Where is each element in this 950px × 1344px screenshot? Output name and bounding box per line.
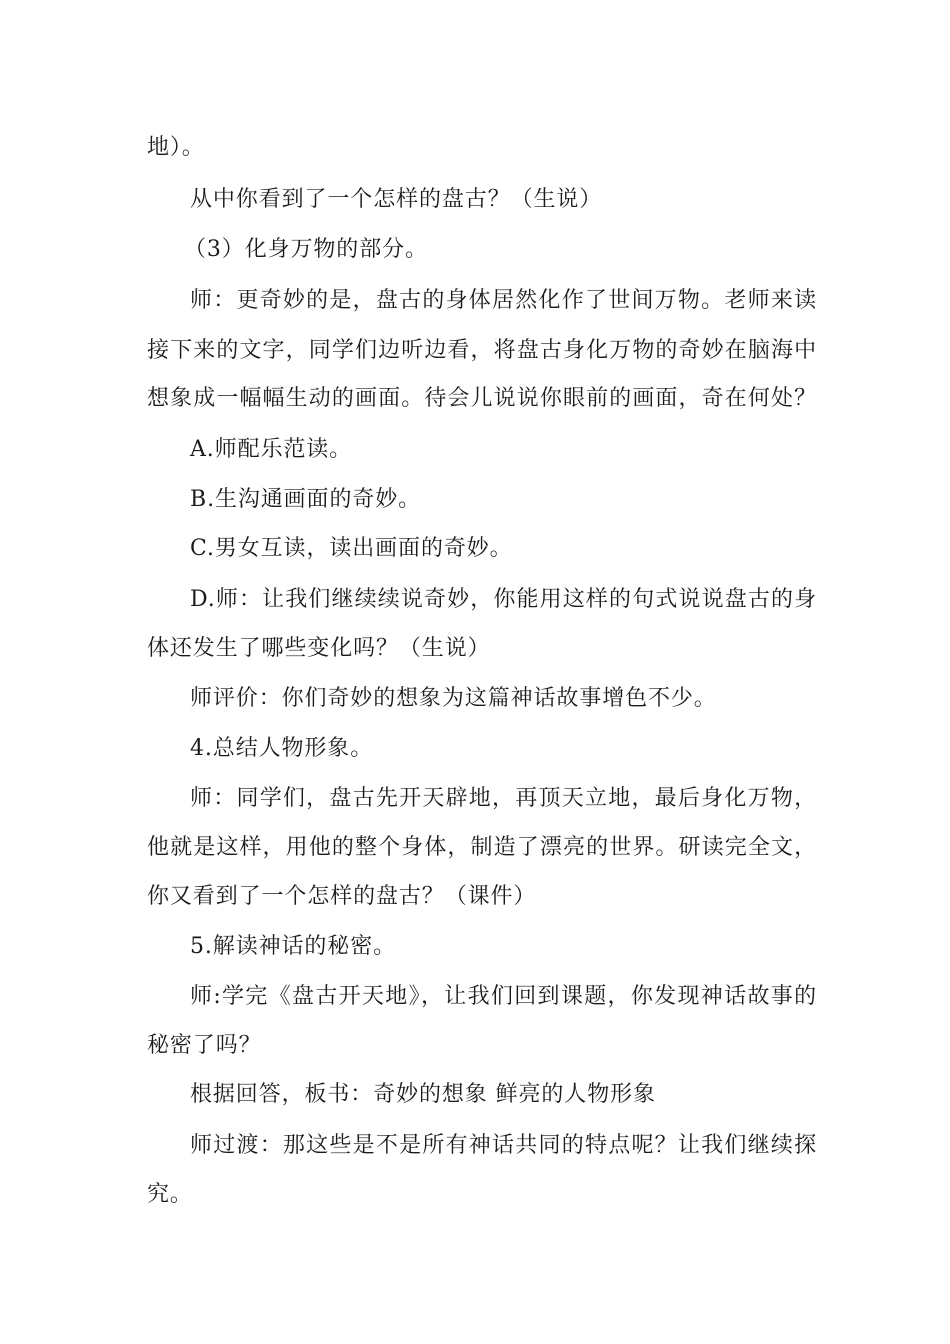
text-line: 师：同学们，盘古先开天辟地，再顶天立地，最后身化万物， [190,786,817,811]
text-line: 师评价：你们奇妙的想象为这篇神话故事增色不少。 [190,686,717,711]
text-line: A.师配乐范读。 [190,437,353,462]
text-line: 他就是这样，用他的整个身体，制造了漂亮的世界。研读完全文， [147,835,817,860]
text-line: 体还发生了哪些变化吗？（生说） [147,636,491,661]
text-line: D.师：让我们继续续说奇妙，你能用这样的句式说说盘古的身 [190,587,817,612]
text-line: 秘密了吗？ [147,1033,262,1058]
text-line: 你又看到了一个怎样的盘古？（课件） [147,884,537,909]
text-line: 4.总结人物形象。 [190,736,374,761]
text-line: 想象成一幅幅生动的画面。待会儿说说你眼前的画面，奇在何处？ [147,386,817,411]
text-line: 师:学完《盘古开天地》，让我们回到课题，你发现神话故事的 [190,984,817,1009]
text-line: 接下来的文字，同学们边听边看，将盘古身化万物的奇妙在脑海中 [147,338,817,363]
text-line: 地）。 [147,135,205,160]
text-line: 根据回答，板书：奇妙的想象 鲜亮的人物形象 [190,1082,656,1107]
text-line: 师过渡：那这些是不是所有神话共同的特点呢？让我们继续探 [190,1133,817,1158]
text-line: 究。 [147,1182,193,1207]
text-line: 从中你看到了一个怎样的盘古？（生说） [190,187,603,212]
text-line: B.生沟通画面的奇妙。 [190,487,422,512]
text-line: 5.解读神话的秘密。 [190,934,396,959]
text-line: （3）化身万物的部分。 [184,237,428,262]
text-line: C.男女互读，读出画面的奇妙。 [190,536,513,561]
text-line: 师：更奇妙的是，盘古的身体居然化作了世间万物。老师来读 [190,288,817,313]
